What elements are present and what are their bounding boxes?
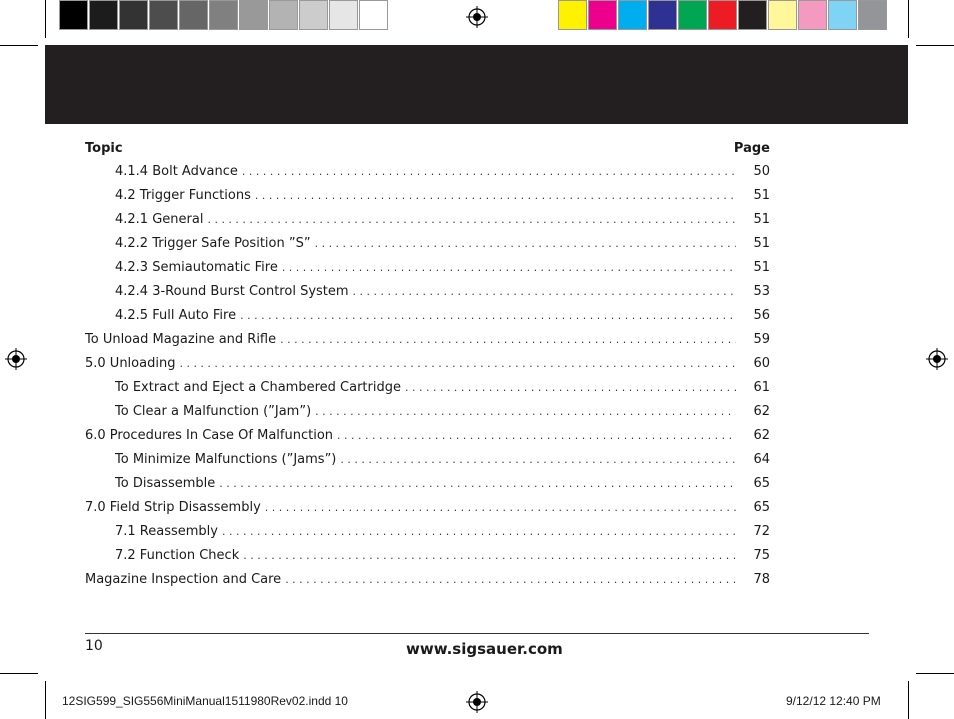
color-swatch bbox=[179, 0, 208, 30]
toc-entry-page: 78 bbox=[753, 572, 770, 587]
toc-header bbox=[85, 138, 770, 160]
toc-leader-dots bbox=[315, 400, 736, 424]
toc-entry-title: 7.0 Field Strip Disassembly bbox=[85, 500, 261, 515]
toc-leader-dots bbox=[242, 160, 736, 184]
color-swatch bbox=[359, 0, 388, 30]
toc-entry bbox=[85, 184, 770, 208]
toc-entry-page: 51 bbox=[753, 260, 770, 275]
color-swatch bbox=[828, 0, 857, 30]
grayscale-color-bar bbox=[59, 0, 389, 32]
toc-leader-dots bbox=[337, 424, 736, 448]
toc-entry bbox=[85, 544, 770, 568]
toc-leader-dots bbox=[282, 256, 736, 280]
toc-leader-dots bbox=[405, 376, 736, 400]
toc-entry-page: 50 bbox=[753, 164, 770, 179]
registration-mark-icon bbox=[466, 691, 488, 713]
toc-entry-page: 51 bbox=[753, 212, 770, 227]
toc-leader-dots bbox=[315, 232, 736, 256]
toc-entry-title: To Extract and Eject a Chambered Cartridge bbox=[115, 380, 401, 395]
toc-entry-title: 4.1.4 Bolt Advance bbox=[115, 164, 238, 179]
toc-leader-dots bbox=[219, 472, 736, 496]
toc-entry-page: 62 bbox=[753, 428, 770, 443]
color-swatch bbox=[269, 0, 298, 30]
table-of-contents bbox=[85, 138, 770, 592]
page-number: 10 bbox=[85, 638, 103, 654]
color-swatch bbox=[798, 0, 827, 30]
toc-entry-page: 64 bbox=[753, 452, 770, 467]
toc-entry bbox=[85, 208, 770, 232]
color-swatch bbox=[618, 0, 647, 30]
slug-date: 9/12/12 12:40 PM bbox=[786, 694, 881, 708]
toc-entry-page: 59 bbox=[753, 332, 770, 347]
crop-mark bbox=[45, 681, 46, 719]
color-swatch bbox=[588, 0, 617, 30]
color-swatch bbox=[858, 0, 887, 30]
header-band bbox=[45, 45, 908, 124]
toc-entry-title: 4.2.4 3-Round Burst Control System bbox=[115, 284, 349, 299]
color-swatch bbox=[329, 0, 358, 30]
toc-entry-page: 60 bbox=[753, 356, 770, 371]
toc-leader-dots bbox=[265, 496, 736, 520]
toc-entry-title: Magazine Inspection and Care bbox=[85, 572, 282, 587]
toc-entry bbox=[85, 304, 770, 328]
crop-mark bbox=[45, 0, 46, 38]
toc-entry bbox=[85, 376, 770, 400]
crop-mark bbox=[0, 45, 38, 46]
slug-file-name: 12SIG599_SIG556MiniManual1511980Rev02.indd 10 bbox=[62, 694, 348, 708]
toc-leader-dots bbox=[207, 208, 736, 232]
toc-entry-page: 75 bbox=[753, 548, 770, 563]
toc-entry-title: To Clear a Malfunction (”Jam”) bbox=[115, 404, 312, 419]
toc-entry-page: 62 bbox=[753, 404, 770, 419]
toc-entries bbox=[85, 160, 770, 592]
footer-divider bbox=[85, 633, 869, 634]
color-swatch bbox=[678, 0, 707, 30]
toc-entry-page: 65 bbox=[753, 500, 770, 515]
color-swatch bbox=[738, 0, 767, 30]
toc-leader-dots bbox=[240, 304, 736, 328]
toc-entry-page: 51 bbox=[753, 188, 770, 203]
registration-mark-icon bbox=[926, 348, 948, 370]
color-swatch bbox=[768, 0, 797, 30]
topic-column-header: Topic bbox=[85, 141, 123, 156]
toc-leader-dots bbox=[280, 328, 736, 352]
toc-entry bbox=[85, 280, 770, 304]
registration-mark-icon bbox=[466, 6, 488, 28]
toc-entry bbox=[85, 232, 770, 256]
color-swatch bbox=[558, 0, 587, 30]
crop-mark bbox=[908, 681, 909, 719]
color-swatch bbox=[119, 0, 148, 30]
toc-entry bbox=[85, 160, 770, 184]
toc-entry-title: 7.2 Function Check bbox=[115, 548, 240, 563]
website-url: www.sigsauer.com bbox=[406, 640, 563, 658]
toc-entry bbox=[85, 520, 770, 544]
toc-entry-title: To Unload Magazine and Rifle bbox=[85, 332, 277, 347]
toc-entry-title: To Minimize Malfunctions (”Jams”) bbox=[115, 452, 337, 467]
toc-entry-title: 4.2.1 General bbox=[115, 212, 204, 227]
toc-entry bbox=[85, 568, 770, 592]
toc-leader-dots bbox=[353, 280, 736, 304]
color-swatch bbox=[648, 0, 677, 30]
toc-entry-title: 5.0 Unloading bbox=[85, 356, 176, 371]
toc-entry bbox=[85, 400, 770, 424]
toc-entry-title: 4.2 Trigger Functions bbox=[115, 188, 251, 203]
toc-entry-title: 4.2.2 Trigger Safe Position ”S” bbox=[115, 236, 311, 251]
crop-mark bbox=[916, 673, 954, 674]
toc-entry-title: To Disassemble bbox=[115, 476, 216, 491]
color-swatch bbox=[209, 0, 238, 30]
toc-leader-dots bbox=[255, 184, 736, 208]
process-color-bar bbox=[558, 0, 888, 32]
toc-leader-dots bbox=[179, 352, 736, 376]
toc-entry-page: 56 bbox=[753, 308, 770, 323]
crop-mark bbox=[0, 673, 38, 674]
toc-leader-dots bbox=[222, 520, 736, 544]
toc-entry bbox=[85, 496, 770, 520]
toc-entry-title: 4.2.3 Semiautomatic Fire bbox=[115, 260, 278, 275]
color-swatch bbox=[299, 0, 328, 30]
toc-entry-page: 72 bbox=[753, 524, 770, 539]
color-swatch bbox=[89, 0, 118, 30]
color-swatch bbox=[59, 0, 88, 30]
toc-entry-title: 6.0 Procedures In Case Of Malfunction bbox=[85, 428, 334, 443]
toc-entry bbox=[85, 352, 770, 376]
toc-entry-page: 51 bbox=[753, 236, 770, 251]
color-swatch bbox=[239, 0, 268, 30]
toc-leader-dots bbox=[285, 568, 736, 592]
toc-leader-dots bbox=[340, 448, 736, 472]
toc-entry bbox=[85, 256, 770, 280]
toc-entry bbox=[85, 448, 770, 472]
toc-entry-title: 7.1 Reassembly bbox=[115, 524, 218, 539]
toc-leader-dots bbox=[243, 544, 736, 568]
toc-entry-title: 4.2.5 Full Auto Fire bbox=[115, 308, 237, 323]
color-swatch bbox=[708, 0, 737, 30]
toc-entry-page: 61 bbox=[753, 380, 770, 395]
toc-entry-page: 53 bbox=[753, 284, 770, 299]
crop-mark bbox=[916, 45, 954, 46]
toc-entry bbox=[85, 328, 770, 352]
registration-mark-icon bbox=[5, 348, 27, 370]
crop-mark bbox=[908, 0, 909, 38]
color-swatch bbox=[149, 0, 178, 30]
page-column-header: Page bbox=[733, 141, 770, 156]
toc-entry bbox=[85, 472, 770, 496]
toc-entry bbox=[85, 424, 770, 448]
toc-entry-page: 65 bbox=[753, 476, 770, 491]
